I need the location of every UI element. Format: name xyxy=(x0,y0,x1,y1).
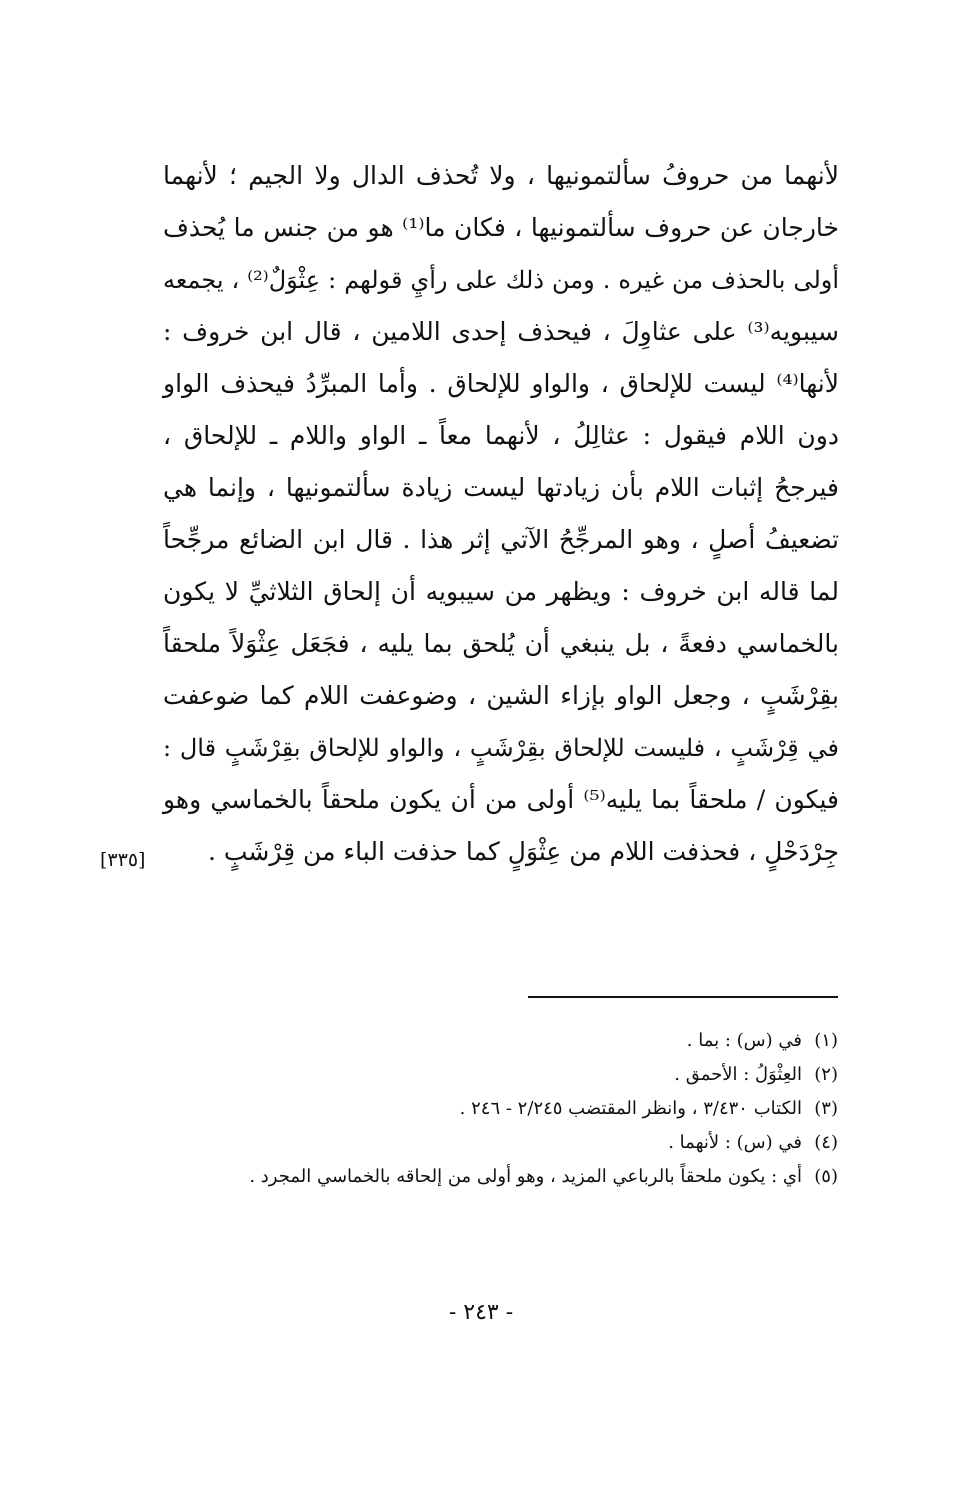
footnotes xyxy=(198,1024,838,1194)
text-line: لما قاله ابن خروف : ويظهر من سيبويه أن إلحاق الثلاثيِّ لا يكون xyxy=(163,577,839,606)
text-line: لأنها⁽⁴⁾ ليست للإلحاق ، والواو للإلحاق . وأما المبرِّدُ فيحذف الواو xyxy=(163,369,839,398)
footnote xyxy=(198,1092,838,1126)
footnote-number: (٤) xyxy=(814,1132,838,1153)
footnote-divider xyxy=(528,996,838,998)
text-line: بالخماسي دفعةً ، بل ينبغي أن يُلحق بما يليه ، فجَعَل عِثْوَلاً ملحقاً xyxy=(163,629,839,658)
text-line: فيكون / ملحقاً بما يليه⁽⁵⁾ أولى من أن يكون ملحقاً بالخماسي وهو xyxy=(163,785,839,814)
text-line: تضعيفُ أصلٍ ، وهو المرجِّحُ الآتي إثر هذا . قال ابن الضائع مرجِّحاً xyxy=(163,525,839,554)
text-line: بقِرْشَبٍ ، وجعل الواو بإزاء الشين ، وضوعفت اللام كما ضوعفت xyxy=(163,681,839,710)
footnote-text: العِثْوَلُ : الأحمق . xyxy=(674,1064,802,1085)
manuscript-folio-marker: [٣٣٥] xyxy=(100,849,146,871)
text-line: في قِرْشَبٍ ، فليست للإلحاق بقِرْشَبٍ ، والواو للإلحاق بقِرْشَبٍ قال : xyxy=(163,734,839,762)
text-line: فيرجحُ إثبات اللام بأن زيادتها ليست زيادة سألتمونيها ، وإنما هي xyxy=(163,473,839,502)
text-line: جِرْدَحْلٍ ، فحذفت اللام من عِثْوَلٍ كما حذفت الباء من قِرْشَبٍ . xyxy=(207,837,839,866)
footnote xyxy=(198,1126,838,1160)
text-line: دون اللام فيقول : عثالِلُ ، لأنهما معاً ـ الواو واللام ـ للإلحاق ، xyxy=(163,421,839,450)
main-text-block xyxy=(163,150,839,878)
footnote xyxy=(198,1058,838,1092)
text-line: سيبويه⁽³⁾ على عثاوِلَ ، فيحذف إحدى اللامين ، قال ابن خروف : xyxy=(163,317,839,346)
footnote-number: (٥) xyxy=(814,1166,838,1187)
page-number: - ٢٤٣ - xyxy=(448,1300,514,1325)
text-line: خارجان عن حروف سألتمونيها ، فكان ما⁽¹⁾ هو من جنس ما يُحذف xyxy=(163,213,839,242)
footnote-number: (١) xyxy=(814,1030,838,1051)
text-line: لأنهما من حروفُ سألتمونيها ، ولا تُحذف الدال ولا الجيم ؛ لأنهما xyxy=(163,161,839,190)
footnote-number: (٢) xyxy=(814,1064,838,1085)
footnote xyxy=(198,1160,838,1194)
text-line: أولى بالحذف من غيره . ومن ذلك على رأيِ قولهم : عِثْوَلٌ⁽²⁾ ، يجمعه xyxy=(163,266,840,294)
footnote-text: في (س) : بما . xyxy=(686,1030,802,1051)
footnote-text: أي : يكون ملحقاً بالرباعي المزيد ، وهو أولى من إلحاقه بالخماسي المجرد . xyxy=(249,1166,802,1187)
footnote xyxy=(198,1024,838,1058)
footnote-text: في (س) : لأنهما . xyxy=(668,1132,802,1153)
footnote-text: الكتاب ٣/٤٣٠ ، وانظر المقتضب ٢/٢٤٥ - ٢٤٦ . xyxy=(459,1098,802,1119)
footnote-number: (٣) xyxy=(814,1098,838,1119)
